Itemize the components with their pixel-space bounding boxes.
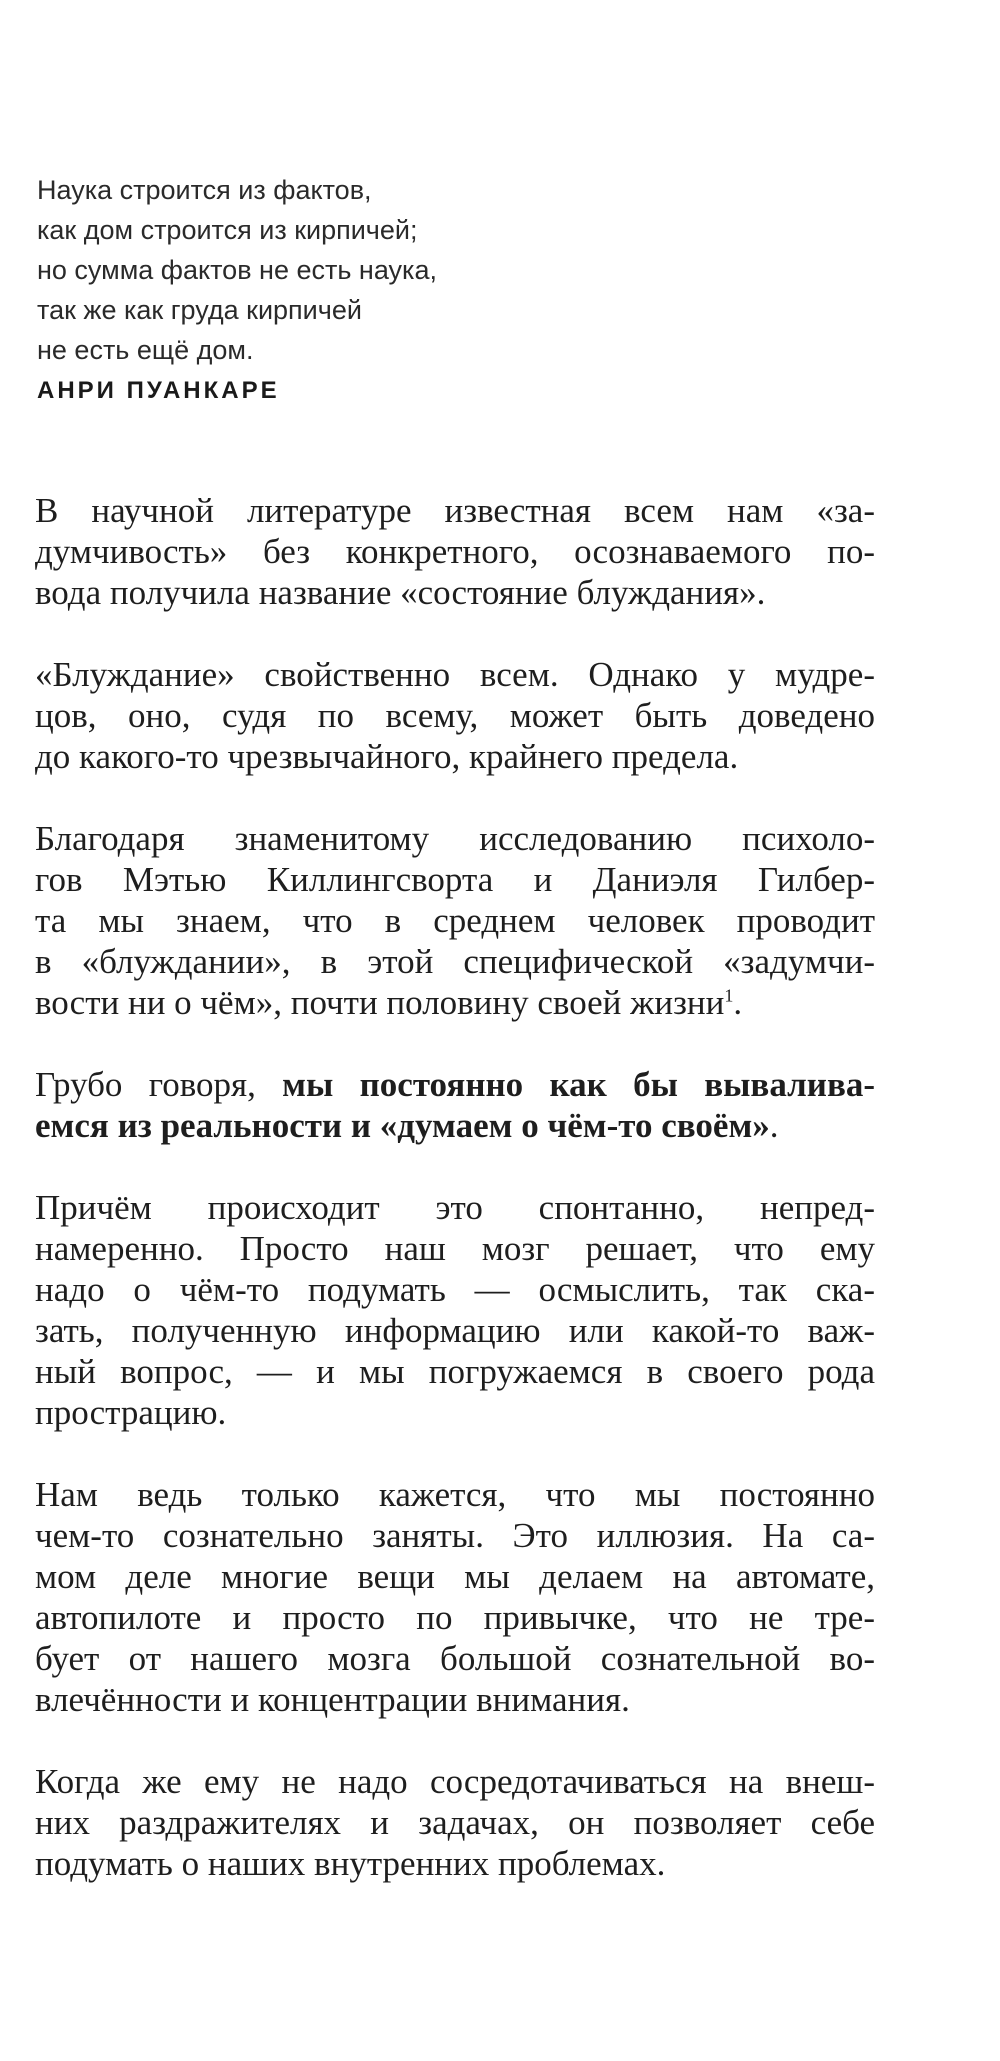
epigraph-line: но сумма фактов не есть наука,	[37, 255, 437, 285]
paragraph-line	[35, 1392, 875, 1433]
text-run: в «блуждании», в этой специфической «задумчи-	[35, 942, 875, 981]
text-run: вости ни о чём», почти половину своей жизни	[35, 983, 725, 1022]
paragraph-line	[35, 736, 875, 777]
text-run: подумать о наших внутренних проблемах.	[35, 1844, 666, 1883]
text-run: мом деле многие вещи мы делаем на автомате,	[35, 1557, 875, 1596]
text-run: надо о чём-то подумать — осмыслить, так ска-	[35, 1270, 875, 1309]
text-run: влечённости и концентрации внимания.	[35, 1680, 630, 1719]
paragraph-line	[35, 1310, 875, 1351]
text-run: «Блуждание» свойственно всем. Однако у мудре-	[35, 655, 875, 694]
text-run: бует от нашего мозга большой сознательной во-	[35, 1639, 875, 1678]
paragraph-line	[35, 1228, 875, 1269]
body-paragraph	[35, 818, 875, 1023]
text-run: зать, полученную информацию или какой-то важ-	[35, 1311, 875, 1350]
paragraph-line	[35, 572, 875, 613]
paragraph-line	[35, 859, 875, 900]
text-run: та мы знаем, что в среднем человек проводит	[35, 901, 875, 940]
paragraph-line	[35, 982, 875, 1023]
footnote-marker: 1	[724, 985, 734, 1006]
text-run: вода получила название «состояние блуждания».	[35, 573, 766, 612]
epigraph-author: АНРИ ПУАНКАРЕ	[37, 377, 280, 404]
paragraph-line	[35, 900, 875, 941]
text-run: автопилоте и просто по привычке, что не тре-	[35, 1598, 875, 1637]
paragraph-line	[35, 1105, 875, 1146]
paragraph-line	[35, 1597, 875, 1638]
epigraph-line: Наука строится из фактов,	[37, 175, 372, 205]
epigraph-line: как дом строится из кирпичей;	[37, 215, 418, 245]
text-run: цов, оно, судя по всему, может быть доведено	[35, 696, 875, 735]
paragraph-line	[35, 1515, 875, 1556]
paragraph-line	[35, 1679, 875, 1720]
text-run: до какого-то чрезвычайного, крайнего предела.	[35, 737, 739, 776]
paragraph-line	[35, 490, 875, 531]
text-run: них раздражителях и задачах, он позволяет себе	[35, 1803, 875, 1842]
text-run: ный вопрос, — и мы погружаемся в своего рода	[35, 1352, 875, 1391]
text-run: прострацию.	[35, 1393, 227, 1432]
body-text	[35, 490, 875, 1925]
paragraph-line	[35, 1761, 875, 1802]
text-run: думчивость» без конкретного, осознаваемого по-	[35, 532, 875, 571]
epigraph-line: не есть ещё дом.	[37, 335, 254, 365]
body-paragraph	[35, 1474, 875, 1720]
text-run: гов Мэтью Киллингсворта и Даниэля Гилбер-	[35, 860, 875, 899]
text-run: Причём происходит это спонтанно, непред-	[35, 1188, 875, 1227]
text-run: чем-то сознательно заняты. Это иллюзия. На са-	[35, 1516, 875, 1555]
text-run: В научной литературе известная всем нам «за-	[35, 491, 875, 530]
paragraph-line	[35, 1064, 875, 1105]
text-run: .	[733, 983, 743, 1022]
paragraph-line	[35, 1351, 875, 1392]
paragraph-line	[35, 695, 875, 736]
body-paragraph	[35, 490, 875, 613]
paragraph-line	[35, 1638, 875, 1679]
bold-text: мы постоянно как бы вывалива-	[282, 1065, 875, 1104]
body-paragraph	[35, 1064, 875, 1146]
paragraph-line	[35, 818, 875, 859]
paragraph-line	[35, 1843, 875, 1884]
text-run: Нам ведь только кажется, что мы постоянно	[35, 1475, 875, 1514]
body-paragraph	[35, 654, 875, 777]
paragraph-line	[35, 531, 875, 572]
paragraph-line	[35, 654, 875, 695]
text-run: Когда же ему не надо сосредотачиваться на внеш-	[35, 1762, 875, 1801]
text-run: Благодаря знаменитому исследованию психоло-	[35, 819, 875, 858]
paragraph-line	[35, 1269, 875, 1310]
epigraph	[37, 170, 437, 411]
bold-text: емся из реальности и «думаем о чём-то своём»	[35, 1106, 770, 1145]
paragraph-line	[35, 1556, 875, 1597]
paragraph-line	[35, 1802, 875, 1843]
paragraph-line	[35, 941, 875, 982]
body-paragraph	[35, 1187, 875, 1433]
paragraph-line	[35, 1187, 875, 1228]
body-paragraph	[35, 1761, 875, 1884]
text-run: Грубо говоря,	[35, 1065, 283, 1104]
text-run: намеренно. Просто наш мозг решает, что ему	[35, 1229, 875, 1268]
epigraph-line: так же как груда кирпичей	[37, 295, 362, 325]
text-run: .	[769, 1106, 779, 1145]
paragraph-line	[35, 1474, 875, 1515]
